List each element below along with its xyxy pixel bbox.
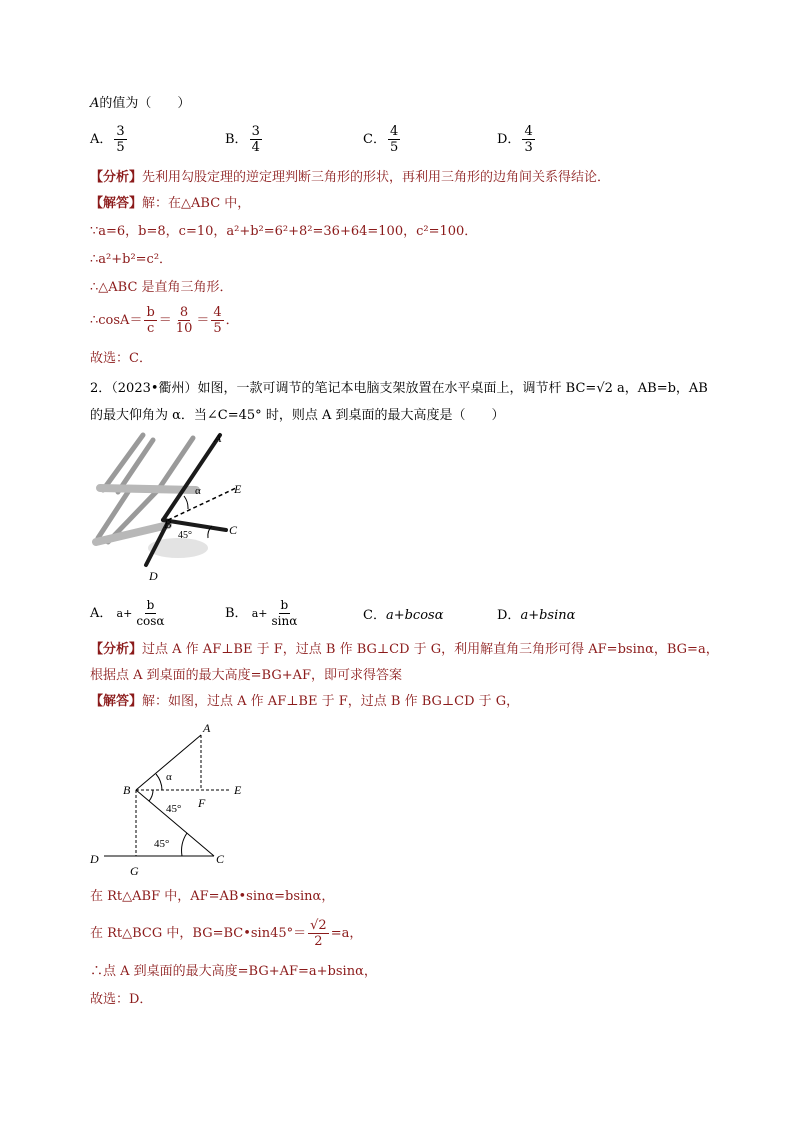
photo-label-alpha: α (195, 485, 201, 497)
q2-step2: 在 Rt△BCG 中，BG=BC•sin45°＝ $\frac{√2}{2}$ =a， (90, 918, 363, 949)
q1-option-b: B． $\frac{3}{4}$ (225, 124, 260, 155)
diagram-label-g: G (130, 864, 139, 878)
q2-analysis-line1: 【分析】过点 A 作 AF⊥BE 于 F，过点 B 作 BG⊥CD 于 G，利用解直角三角形可得 AF=bsinα，BG=a， (90, 642, 719, 657)
diagram-label-d: D (90, 852, 99, 866)
q1-option-c: C． $\frac{4}{5}$ (363, 124, 399, 155)
q2-step3: ∴点 A 到桌面的最大高度=BG+AF=a+bsinα， (90, 964, 377, 979)
q1-step2: ∴a²+b²=c²． (90, 252, 173, 267)
q1-choice: 故选：C． (90, 351, 152, 366)
q2-option-c: C．a+bcosα (363, 608, 444, 623)
q1-option-a: A． $\frac{3}{5}$ (90, 124, 125, 155)
q1-solution-intro: 【解答】解：在△ABC 中， (90, 196, 251, 211)
q2-stem-line2: 的最大仰角为 α．当∠C=45° 时，则点 A 到桌面的最大高度是（ ） (90, 408, 505, 423)
photo-label-d: D (149, 569, 158, 583)
diagram-label-a: A (203, 721, 211, 735)
q2-choice: 故选：D． (90, 992, 153, 1007)
diagram-label-f: F (198, 796, 206, 810)
q1-step1: ∵a=6，b=8，c=10，a²+b²=6²+8²=36+64=100，c²=100． (90, 224, 478, 239)
q2-step1: 在 Rt△ABF 中，AF=AB•sinα=bsinα， (90, 889, 335, 904)
q1-option-d: D． $\frac{4}{3}$ (497, 124, 533, 155)
q2-option-a: A． a+ $\frac{b}{\cos\alpha}$ (90, 598, 165, 628)
diagram-label-e: E (234, 783, 242, 797)
diagram-label-45-top: 45° (166, 803, 182, 815)
q1-step3: ∴△ABC 是直角三角形． (90, 280, 233, 295)
q2-option-d: D．a+bsinα (497, 608, 576, 623)
photo-label-a: A (214, 431, 222, 445)
diagram-label-b: B (123, 783, 131, 797)
q1-analysis: 【分析】先利用勾股定理的逆定理判断三角形的形状，再利用三角形的边角间关系得结论． (90, 170, 611, 185)
q2-analysis-line2: 根据点 A 到桌面的最大高度=BG+AF，即可求得答案 (90, 668, 403, 683)
diagram-label-c: C (216, 852, 225, 866)
photo-label-c: C (229, 523, 238, 537)
q2-stem-line1: 2．（2023•衢州）如图，一款可调节的笔记本电脑支架放置在水平桌面上，调节杆 BC=√2 a，AB=b，AB (90, 381, 708, 396)
q1-step4: ∴cosA＝ $\frac{b}{c}$ ＝ $\frac{8}{10}$ ＝ $\frac{4}{5}$ ． (90, 305, 239, 336)
diagram-label-45-bottom: 45° (154, 838, 170, 850)
photo-label-e: E (234, 482, 242, 496)
q2-option-b: B． a+ $\frac{b}{\sin\alpha}$ (225, 598, 298, 628)
geometry-diagram (86, 715, 256, 880)
diagram-label-alpha: α (166, 771, 172, 783)
laptop-stand-photo (88, 430, 263, 585)
q2-solution-intro: 【解答】解：如图，过点 A 作 AF⊥BE 于 F，过点 B 作 BG⊥CD 于 G， (90, 694, 520, 709)
photo-label-45: 45° (178, 530, 192, 541)
photo-label-b: B (164, 517, 172, 531)
q1-stem: A的值为（ ） (90, 96, 191, 111)
